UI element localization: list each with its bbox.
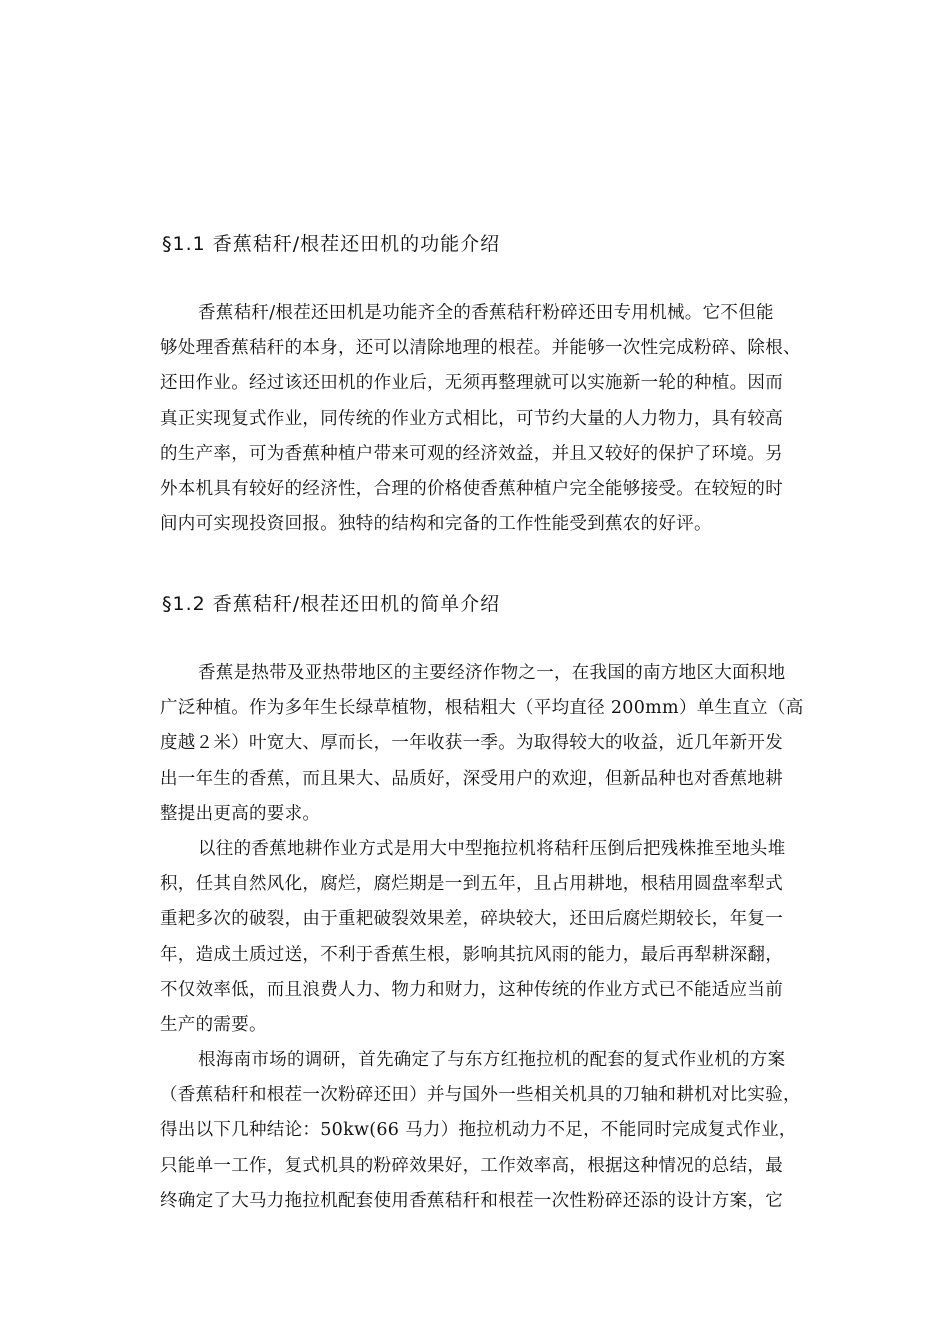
paragraph-line: 生产的需要。	[160, 1014, 267, 1035]
section-1-2-body	[160, 656, 804, 1219]
section-1-1-body	[160, 296, 800, 542]
paragraph-line: 的生产率，可为香蕉种植户带来可观的经济效益，并且又较好的保护了环境。另	[160, 443, 783, 464]
paragraph-line: 终确定了大马力拖拉机配套使用香蕉秸秆和根茬一次性粉碎还添的设计方案，它	[160, 1190, 783, 1211]
paragraph-line: （香蕉秸秆和根茬一次粉碎还田）并与国外一些相关机具的刀轴和耕机对比实验，	[160, 1085, 801, 1106]
paragraph-line: 得出以下几种结论：50kw(66 马力）拖拉机动力不足，不能同时完成复式作业，	[160, 1120, 797, 1141]
paragraph-line: 只能单一工作，复式机具的粉碎效果好，工作效率高，根据这种情况的总结，最	[160, 1155, 783, 1176]
paragraph-line: 间内可实现投资回报。独特的结构和完备的工作性能受到蕉农的好评。	[160, 514, 712, 535]
paragraph-line: 不仅效率低，而且浪费人力、物力和财力，这种传统的作业方式已不能适应当前	[160, 979, 783, 1000]
paragraph-line: 整提出更高的要求。	[160, 803, 321, 824]
paragraph-line: 还田作业。经过该还田机的作业后，无须再整理就可以实施新一轮的种植。因而	[160, 373, 783, 394]
paragraph-line: 积，任其自然风化，腐烂，腐烂期是一到五年，且占用耕地，根秸用圆盘率犁式	[160, 874, 783, 895]
section-1-2-heading: §1.2 香蕉秸秆/根茬还田机的简单介绍	[162, 593, 501, 615]
paragraph-line: 广泛种植。作为多年生长绿草植物，根秸粗大（平均直径 200mm）单生直立（高	[160, 698, 804, 719]
paragraph-line: 重耙多次的破裂，由于重耙破裂效果差，碎块较大，还田后腐烂期较长，年复一	[160, 909, 783, 930]
paragraph-line: 够处理香蕉秸秆的本身，还可以清除地理的根茬。并能够一次性完成粉碎、除根、	[160, 338, 801, 359]
paragraph-line: 真正实现复式作业，同传统的作业方式相比，可节约大量的人力物力，具有较高	[160, 408, 783, 429]
paragraph-line: 根海南市场的调研，首先确定了与东方红拖拉机的配套的复式作业机的方案	[198, 1050, 786, 1071]
paragraph-line: 外本机具有较好的经济性，合理的价格使香蕉种植户完全能够接受。在较短的时	[160, 478, 783, 499]
paragraph-line: 年，造成土质过送，不利于香蕉生根，影响其抗风雨的能力，最后再犁耕深翻，	[160, 944, 783, 965]
paragraph-line: 香蕉是热带及亚热带地区的主要经济作物之一，在我国的南方地区大面积地	[198, 663, 786, 683]
paragraph-line: 香蕉秸秆/根茬还田机是功能齐全的香蕉秸秆粉碎还田专用机械。它不但能	[198, 303, 774, 323]
paragraph-line: 以往的香蕉地耕作业方式是用大中型拖拉机将秸秆压倒后把残株推至地头堆	[198, 838, 786, 859]
section-1-1-heading: §1.1 香蕉秸秆/根茬还田机的功能介绍	[162, 233, 501, 255]
paragraph-line: 度越２米）叶宽大、厚而长，一年收获一季。为取得较大的收益，近几年新开发	[160, 733, 783, 754]
paragraph-line: 出一年生的香蕉，而且果大、品质好，深受用户的欢迎，但新品种也对香蕉地耕	[160, 768, 783, 789]
